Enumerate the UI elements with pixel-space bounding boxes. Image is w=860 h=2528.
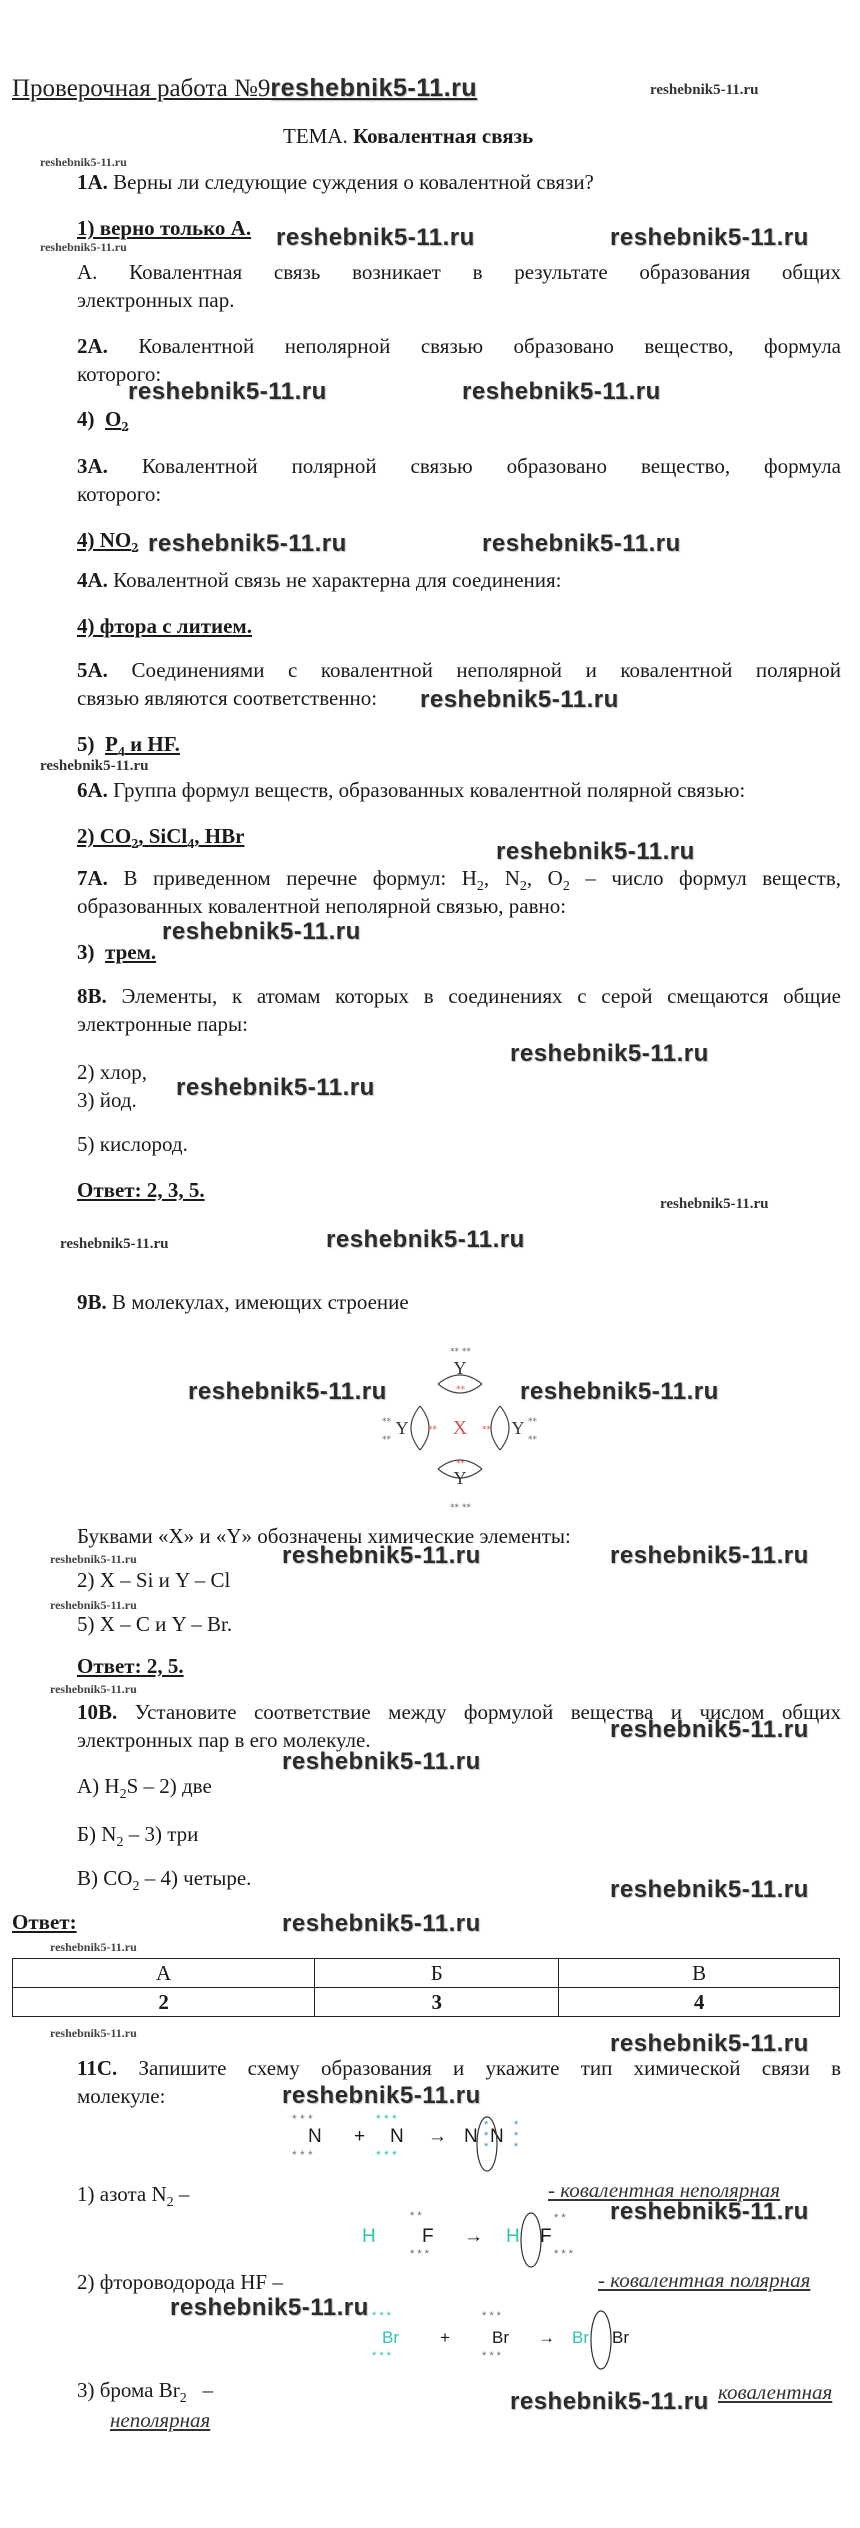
- item3-bond-type-cont: неполярная: [110, 2408, 211, 2432]
- q6-number: 6А.: [77, 778, 108, 802]
- q6-answer-sub1: 2: [131, 837, 139, 853]
- electron-dots: * * *: [292, 2148, 313, 2162]
- watermark: reshebnik5-11.ru: [50, 1598, 137, 1612]
- br-atom: Br: [612, 2328, 629, 2347]
- f-atom: F: [422, 2226, 434, 2247]
- q10-opt-a: А) H: [77, 1774, 120, 1798]
- watermark: reshebnik5-11.ru: [282, 2082, 481, 2109]
- watermark: reshebnik5-11.ru: [162, 918, 361, 945]
- q1-statement: А. Ковалентная связь возникает в результате образования общих: [77, 260, 841, 284]
- watermark: reshebnik5-11.ru: [40, 758, 149, 774]
- q11-number: 11С.: [77, 2056, 118, 2080]
- q4-answer: 4) фтора с литием.: [77, 614, 252, 638]
- watermark: reshebnik5-11.ru: [660, 1196, 769, 1212]
- q7-answer: [77, 938, 156, 966]
- q1-answer: 1) верно только А.: [77, 216, 252, 240]
- item3-text: 3) брома Br: [77, 2378, 180, 2402]
- q10-opt-b: – 3) три: [123, 1822, 199, 1846]
- q3-number: 3А.: [77, 454, 108, 478]
- topic-name: Ковалентная связь: [353, 124, 534, 148]
- item2-bond-type: - ковалентная полярная: [598, 2268, 811, 2292]
- q10-option: [77, 1820, 198, 1857]
- q1-question: [77, 168, 594, 196]
- watermark: reshebnik5-11.ru: [610, 1542, 809, 1569]
- electron-pair: **: [528, 1435, 537, 1445]
- q6-answer-sub2: 4: [187, 837, 195, 853]
- electron-dots: * * *: [514, 2119, 519, 2153]
- electron-pair: **: [382, 1417, 391, 1427]
- watermark: reshebnik5-11.ru: [510, 1040, 709, 1067]
- q8-answer: Ответ: 2, 3, 5.: [77, 1178, 205, 1202]
- q7-number: 7А.: [77, 866, 108, 890]
- q10-opt-b: – 4) четыре.: [139, 1866, 252, 1890]
- q5-question: [77, 656, 841, 684]
- q7-answer-text: трем.: [105, 940, 157, 964]
- electron-dots: * *: [410, 2210, 422, 2222]
- electron-pair: **: [428, 1425, 437, 1435]
- q3-question: [77, 452, 841, 480]
- arrow: →: [428, 2126, 447, 2147]
- q6-question: [77, 776, 745, 804]
- q10-opt-a: Б) N: [77, 1822, 117, 1846]
- electron-pair: **: [482, 1425, 491, 1435]
- watermark: reshebnik5-11.ru: [282, 1542, 481, 1569]
- q6-answer-b: , SiCl: [138, 824, 188, 848]
- watermark: reshebnik5-11.ru: [176, 1074, 375, 1101]
- q3-answer: [77, 526, 138, 563]
- watermark: reshebnik5-11.ru: [610, 2030, 809, 2057]
- n-atom: N: [390, 2126, 404, 2147]
- q7-text-c: , O: [526, 866, 563, 890]
- answer-table: [12, 1958, 840, 2017]
- watermark: reshebnik5-11.ru: [60, 1236, 169, 1252]
- q5-answer-sub: 4: [117, 745, 125, 761]
- q4-text: Ковалентной связь не характерна для соединения:: [113, 568, 562, 592]
- y-atom-left: Y: [395, 1418, 409, 1438]
- q11-question: [77, 2054, 841, 2082]
- watermark: reshebnik5-11.ru: [40, 240, 127, 254]
- item1-text: 1) азота N: [77, 2182, 167, 2206]
- watermark: reshebnik5-11.ru: [282, 1910, 481, 1937]
- item1-dash: –: [173, 2182, 190, 2206]
- q8-text: Элементы, к атомам которых в соединениях с серой смещаются общие: [121, 984, 842, 1008]
- q4-number: 4А.: [77, 568, 108, 592]
- q4-question: [77, 566, 562, 594]
- watermark: reshebnik5-11.ru: [420, 686, 619, 713]
- q2-question: [77, 332, 841, 360]
- q7-answer-num: 3): [77, 940, 95, 964]
- q8-text-cont: электронные пары:: [77, 1012, 248, 1036]
- table-row: [13, 1988, 840, 2017]
- electron-pair: ** **: [450, 1503, 471, 1513]
- plus-sign: +: [440, 2328, 450, 2347]
- q7-sub1: 2: [476, 879, 484, 895]
- q2-text-cont: которого:: [77, 362, 162, 386]
- table-header-row: [13, 1959, 840, 1988]
- q3-text: Ковалентной полярной связью образовано вещество, формула: [141, 454, 841, 478]
- watermark: reshebnik5-11.ru: [276, 224, 475, 251]
- watermark: reshebnik5-11.ru: [510, 2388, 709, 2415]
- q9-question: [77, 1288, 409, 1316]
- item3-dash: –: [202, 2378, 213, 2402]
- item1-sub: 2: [166, 2195, 174, 2211]
- q7-text-d: – число формул веществ,: [569, 866, 841, 890]
- br-atom: Br: [382, 2328, 399, 2347]
- br-atom: Br: [572, 2328, 589, 2347]
- q2-answer-num: 4): [77, 407, 95, 431]
- table-header-cell: В: [559, 1959, 840, 1988]
- q5-number: 5А.: [77, 658, 108, 682]
- q10-opt-sub: 2: [119, 1787, 127, 1803]
- bond-ring: [591, 2311, 611, 2369]
- q5-answer-p: P: [105, 732, 118, 756]
- q10-option: [77, 1864, 251, 1901]
- br-atom: Br: [492, 2328, 509, 2347]
- x-atom-center: X: [452, 1417, 468, 1439]
- watermark: reshebnik5-11.ru: [188, 1378, 387, 1405]
- y-atom-bottom: Y: [453, 1468, 467, 1488]
- watermark: reshebnik5-11.ru: [326, 1226, 525, 1253]
- table-header-cell: А: [13, 1959, 315, 1988]
- topic-prefix: ТЕМА.: [283, 124, 348, 148]
- watermark: reshebnik5-11.ru: [50, 1552, 137, 1566]
- electron-dots: * * *: [292, 2112, 313, 2126]
- q7-text-b: , N: [483, 866, 520, 890]
- watermark: reshebnik5-11.ru: [610, 224, 809, 251]
- q6-text: Группа формул веществ, образованных ковалентной полярной связью:: [113, 778, 746, 802]
- electron-dots: * * *: [482, 2350, 501, 2362]
- q2-answer-o: O: [105, 407, 122, 431]
- y-atom-top: Y: [453, 1358, 467, 1378]
- f-atom: F: [540, 2226, 552, 2247]
- electron-pair: **: [456, 1459, 465, 1469]
- watermark: reshebnik5-11.ru: [520, 1378, 719, 1405]
- watermark: reshebnik5-11.ru: [270, 74, 478, 102]
- q9-option: 2) X – Si и Y – Cl: [77, 1568, 231, 1592]
- q2-answer-sub: 2: [121, 420, 129, 436]
- q10-option: [77, 1772, 212, 1809]
- electron-dots: * *: [554, 2212, 566, 2224]
- bond-arc: [500, 1406, 509, 1450]
- electron-pair: **: [456, 1385, 465, 1395]
- bond-arc: [411, 1406, 420, 1450]
- electron-dots: * * *: [482, 2310, 501, 2322]
- watermark: reshebnik5-11.ru: [148, 530, 347, 557]
- electron-pair: ** **: [450, 1347, 471, 1357]
- arrow: →: [464, 2226, 483, 2247]
- table-cell: 4: [559, 1988, 840, 2017]
- h-atom: H: [362, 2226, 376, 2247]
- watermark: reshebnik5-11.ru: [610, 1716, 809, 1743]
- electron-dots: * * *: [372, 2350, 391, 2362]
- y-atom-right: Y: [511, 1418, 525, 1438]
- watermark: reshebnik5-11.ru: [50, 1682, 137, 1696]
- q11-text-cont: молекуле:: [77, 2084, 166, 2108]
- table-cell: 3: [315, 1988, 559, 2017]
- q3-answer-sub: 2: [131, 541, 139, 557]
- q10-opt-sub: 2: [132, 1879, 140, 1895]
- q3-text-cont: которого:: [77, 482, 162, 506]
- q2-number: 2А.: [77, 334, 108, 358]
- n2-scheme: [292, 2110, 552, 2180]
- h-atom: H: [506, 2226, 520, 2247]
- n-atom: N: [308, 2126, 322, 2147]
- watermark: reshebnik5-11.ru: [610, 1876, 809, 1903]
- q10-number: 10В.: [77, 1700, 118, 1724]
- q6-answer: [77, 822, 244, 859]
- plus-sign: +: [354, 2126, 366, 2147]
- arrow: →: [538, 2328, 555, 2347]
- item2-label: 2) фтороводорода HF –: [77, 2270, 283, 2294]
- q5-answer-formula: [105, 732, 180, 761]
- n-atom: N: [464, 2126, 478, 2147]
- q10-opt-b: S – 2) две: [126, 1774, 212, 1798]
- q8-option: 5) кислород.: [77, 1132, 188, 1156]
- bond-ring: [521, 2213, 541, 2267]
- q10-text-cont: электронных пар в его молекуле.: [77, 1728, 371, 1752]
- electron-pair: **: [382, 1435, 391, 1445]
- q1-statement-cont: электронных пар.: [77, 288, 235, 312]
- q9-text: В молекулах, имеющих строение: [112, 1290, 409, 1314]
- q3-answer-text: 4) NO: [77, 528, 132, 552]
- hf-scheme: [358, 2210, 598, 2270]
- q8-question: [77, 982, 841, 1010]
- q10-answer-label: Ответ:: [12, 1910, 77, 1934]
- q5-answer-rest: и HF.: [130, 732, 180, 756]
- table-cell: 2: [13, 1988, 315, 2017]
- electron-dots: * * *: [410, 2248, 429, 2260]
- electron-dots: * * *: [554, 2248, 573, 2260]
- item1-label: [77, 2180, 189, 2217]
- watermark: reshebnik5-11.ru: [610, 2198, 809, 2225]
- q11-text: Запишите схему образования и укажите тип химической связи в: [138, 2056, 841, 2080]
- q9-answer: Ответ: 2, 5.: [77, 1654, 184, 1678]
- electron-dots: * * *: [376, 2112, 397, 2126]
- q7-text-a: В приведенном перечне формул: H: [123, 866, 477, 890]
- q9-after-text: Буквами «X» и «Y» обозначены химические элементы:: [77, 1524, 571, 1548]
- watermark: reshebnik5-11.ru: [50, 1940, 137, 1954]
- item1-bond-type: - ковалентная неполярная: [548, 2178, 781, 2202]
- q10-opt-sub: 2: [116, 1835, 124, 1851]
- q2-text: Ковалентной неполярной связью образовано вещество, формула: [138, 334, 842, 358]
- watermark: reshebnik5-11.ru: [462, 378, 661, 405]
- topic: [283, 122, 533, 150]
- q6-answer-c: , HBr: [194, 824, 245, 848]
- watermark: reshebnik5-11.ru: [170, 2294, 369, 2321]
- q2-answer-formula: [105, 407, 129, 436]
- electron-dots: * * *: [372, 2310, 391, 2322]
- page-title: [12, 72, 477, 105]
- q2-answer: [77, 405, 128, 442]
- q5-text: Соединениями с ковалентной неполярной и ковалентной полярной: [131, 658, 842, 682]
- q9-number: 9В.: [77, 1290, 107, 1314]
- watermark: reshebnik5-11.ru: [40, 155, 127, 169]
- molecule-diagram: [380, 1344, 540, 1514]
- q8-option: 3) йод.: [77, 1088, 137, 1112]
- title-text: Проверочная работа №9: [12, 75, 271, 102]
- q10-text: Установите соответствие между формулой вещества и числом общих: [134, 1700, 841, 1724]
- item3-sub: 2: [179, 2391, 187, 2407]
- item3-bond-type: ковалентная: [718, 2380, 833, 2404]
- watermark: reshebnik5-11.ru: [128, 378, 327, 405]
- q9-option: 5) X – C и Y – Br.: [77, 1612, 233, 1636]
- electron-dots: * * *: [484, 2119, 489, 2153]
- br2-scheme: [372, 2306, 672, 2376]
- q6-answer-a: 2) CO: [77, 824, 132, 848]
- q7-sub3: 2: [562, 879, 570, 895]
- q8-option: 2) хлор,: [77, 1060, 147, 1084]
- watermark: reshebnik5-11.ru: [282, 1748, 481, 1775]
- watermark: reshebnik5-11.ru: [50, 2026, 137, 2040]
- bond-arc: [491, 1406, 500, 1450]
- q7-sub2: 2: [519, 879, 527, 895]
- q7-text-cont: образованных ковалентной неполярной связью, равно:: [77, 894, 567, 918]
- q5-text-cont: связью являются соответственно:: [77, 686, 378, 710]
- q5-answer-num: 5): [77, 732, 95, 756]
- q1-number: 1А.: [77, 170, 108, 194]
- electron-dots: * * *: [376, 2148, 397, 2162]
- watermark: reshebnik5-11.ru: [650, 82, 759, 98]
- watermark: reshebnik5-11.ru: [482, 530, 681, 557]
- n-atom: N: [490, 2126, 504, 2147]
- table-header-cell: Б: [315, 1959, 559, 1988]
- q1-text: Верны ли следующие суждения о ковалентной связи?: [113, 170, 594, 194]
- electron-pair: **: [528, 1417, 537, 1427]
- q10-opt-a: В) CO: [77, 1866, 133, 1890]
- q8-number: 8В.: [77, 984, 107, 1008]
- watermark: reshebnik5-11.ru: [496, 838, 695, 865]
